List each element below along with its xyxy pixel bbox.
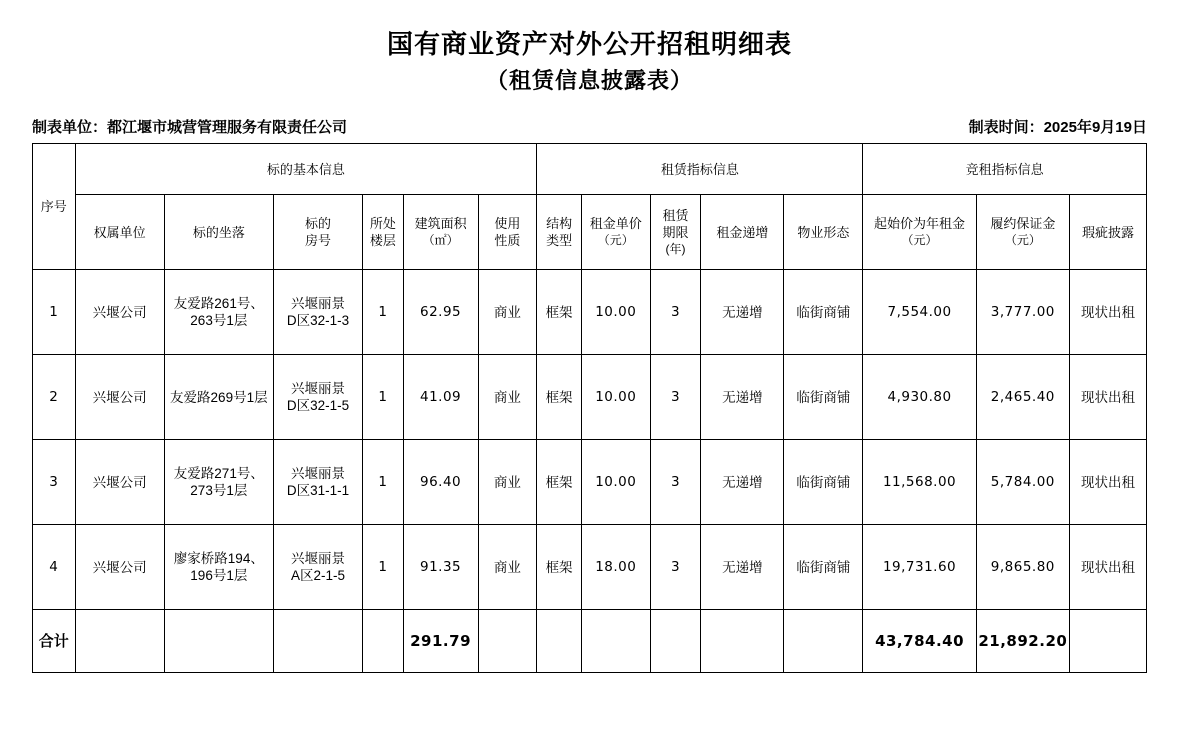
column-header-seq: 序号 <box>33 144 76 270</box>
total-unit-price <box>581 610 650 673</box>
table-row <box>33 440 1147 525</box>
cell-location: 友爱路261号、 263号1层 <box>164 270 273 355</box>
maker-unit: 制表单位：都江堰市城营管理服务有限责任公司 <box>32 119 348 136</box>
table-row <box>33 525 1147 610</box>
cell-term: 3 <box>650 355 701 440</box>
column-header-increase: 租金递增 <box>701 195 784 270</box>
cell-area: 96.40 <box>403 440 478 525</box>
total-property-form <box>784 610 863 673</box>
cell-area: 41.09 <box>403 355 478 440</box>
cell-structure: 框架 <box>537 355 582 440</box>
total-label: 合计 <box>33 610 76 673</box>
cell-unit-price: 10.00 <box>581 270 650 355</box>
cell-property-form: 临街商铺 <box>784 440 863 525</box>
total-floor <box>363 610 404 673</box>
column-header-area: 建筑面积 （㎡） <box>403 195 478 270</box>
cell-usage: 商业 <box>478 355 537 440</box>
cell-term: 3 <box>650 525 701 610</box>
cell-seq: 2 <box>33 355 76 440</box>
cell-defect: 现状出租 <box>1069 355 1146 440</box>
cell-unit-price: 10.00 <box>581 440 650 525</box>
cell-owner: 兴堰公司 <box>75 440 164 525</box>
table-row <box>33 270 1147 355</box>
table-row <box>33 355 1147 440</box>
cell-structure: 框架 <box>537 525 582 610</box>
total-defect <box>1069 610 1146 673</box>
cell-usage: 商业 <box>478 525 537 610</box>
cell-floor: 1 <box>363 270 404 355</box>
cell-defect: 现状出租 <box>1069 270 1146 355</box>
cell-term: 3 <box>650 270 701 355</box>
cell-unit-price: 10.00 <box>581 355 650 440</box>
column-header-term: 租赁 期限 (年) <box>650 195 701 270</box>
total-term <box>650 610 701 673</box>
total-owner <box>75 610 164 673</box>
cell-start-price: 7,554.00 <box>863 270 976 355</box>
cell-increase: 无递增 <box>701 440 784 525</box>
cell-deposit: 2,465.40 <box>976 355 1069 440</box>
cell-room: 兴堰丽景 A区2-1-5 <box>274 525 363 610</box>
column-header-location: 标的坐落 <box>164 195 273 270</box>
cell-property-form: 临街商铺 <box>784 270 863 355</box>
cell-increase: 无递增 <box>701 270 784 355</box>
cell-floor: 1 <box>363 440 404 525</box>
total-room <box>274 610 363 673</box>
group-header-row <box>33 144 1147 195</box>
column-header-room: 标的 房号 <box>274 195 363 270</box>
group-header-rental: 租赁指标信息 <box>537 144 863 195</box>
total-increase <box>701 610 784 673</box>
column-header-row <box>33 195 1147 270</box>
cell-structure: 框架 <box>537 270 582 355</box>
cell-owner: 兴堰公司 <box>75 270 164 355</box>
column-header-usage: 使用 性质 <box>478 195 537 270</box>
column-header-property-form: 物业形态 <box>784 195 863 270</box>
cell-deposit: 3,777.00 <box>976 270 1069 355</box>
cell-increase: 无递增 <box>701 525 784 610</box>
cell-room: 兴堰丽景 D区31-1-1 <box>274 440 363 525</box>
cell-floor: 1 <box>363 525 404 610</box>
table-total-row <box>33 610 1147 673</box>
cell-property-form: 临街商铺 <box>784 525 863 610</box>
title-block <box>0 0 1179 98</box>
cell-unit-price: 18.00 <box>581 525 650 610</box>
cell-owner: 兴堰公司 <box>75 355 164 440</box>
rental-disclosure-table <box>32 143 1147 673</box>
column-header-unit-price: 租金单价 （元） <box>581 195 650 270</box>
cell-area: 62.95 <box>403 270 478 355</box>
cell-seq: 3 <box>33 440 76 525</box>
cell-usage: 商业 <box>478 440 537 525</box>
cell-location: 友爱路271号、 273号1层 <box>164 440 273 525</box>
cell-deposit: 5,784.00 <box>976 440 1069 525</box>
cell-location: 廖家桥路194、 196号1层 <box>164 525 273 610</box>
group-header-basic: 标的基本信息 <box>75 144 537 195</box>
cell-deposit: 9,865.80 <box>976 525 1069 610</box>
total-usage <box>478 610 537 673</box>
total-location <box>164 610 273 673</box>
cell-room: 兴堰丽景 D区32-1-3 <box>274 270 363 355</box>
cell-defect: 现状出租 <box>1069 440 1146 525</box>
cell-owner: 兴堰公司 <box>75 525 164 610</box>
column-header-structure: 结构 类型 <box>537 195 582 270</box>
group-header-bidding: 竞租指标信息 <box>863 144 1147 195</box>
cell-increase: 无递增 <box>701 355 784 440</box>
meta-row <box>32 116 1147 137</box>
cell-area: 91.35 <box>403 525 478 610</box>
column-header-defect: 瑕疵披露 <box>1069 195 1146 270</box>
cell-defect: 现状出租 <box>1069 525 1146 610</box>
cell-seq: 4 <box>33 525 76 610</box>
page-title: 国有商业资产对外公开招租明细表 <box>386 29 792 59</box>
page-subtitle: （租赁信息披露表） <box>485 68 693 93</box>
cell-term: 3 <box>650 440 701 525</box>
total-deposit: 21,892.20 <box>976 610 1069 673</box>
cell-start-price: 4,930.80 <box>863 355 976 440</box>
cell-location: 友爱路269号1层 <box>164 355 273 440</box>
column-header-deposit: 履约保证金 （元） <box>976 195 1069 270</box>
total-start-price: 43,784.40 <box>863 610 976 673</box>
column-header-owner: 权属单位 <box>75 195 164 270</box>
column-header-start-price: 起始价为年租金 （元） <box>863 195 976 270</box>
cell-floor: 1 <box>363 355 404 440</box>
total-area: 291.79 <box>403 610 478 673</box>
column-header-floor: 所处 楼层 <box>363 195 404 270</box>
cell-seq: 1 <box>33 270 76 355</box>
cell-room: 兴堰丽景 D区32-1-5 <box>274 355 363 440</box>
cell-start-price: 11,568.00 <box>863 440 976 525</box>
cell-start-price: 19,731.60 <box>863 525 976 610</box>
cell-usage: 商业 <box>478 270 537 355</box>
make-date: 制表时间：2025年9月19日 <box>968 119 1147 136</box>
cell-property-form: 临街商铺 <box>784 355 863 440</box>
cell-structure: 框架 <box>537 440 582 525</box>
total-structure <box>537 610 582 673</box>
